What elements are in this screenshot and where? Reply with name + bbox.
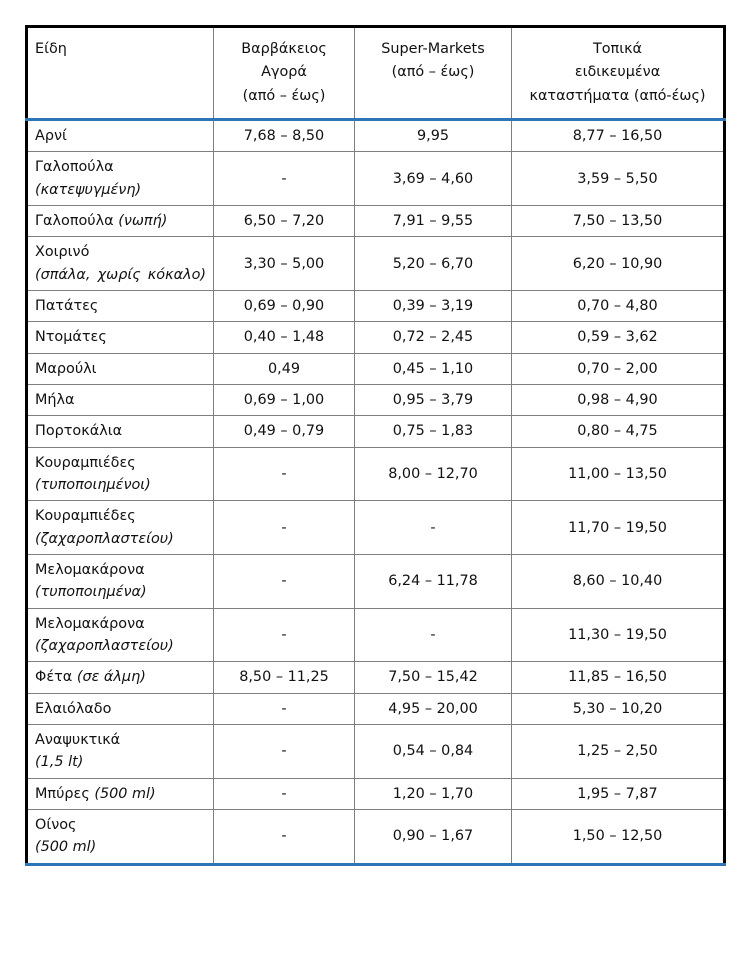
- cell-price-varvakeios: -: [214, 554, 355, 608]
- cell-item-label: [27, 322, 214, 353]
- table-row: [27, 608, 725, 662]
- column-header-local-shops-line-3: καταστήματα (από-έως): [529, 87, 706, 104]
- cell-item-label: [27, 384, 214, 415]
- item-label-main: Πορτοκάλια: [35, 423, 123, 440]
- item-label-main: Φέτα: [35, 669, 77, 686]
- item-label-main: Κουραμπιέδες: [35, 508, 136, 525]
- cell-price-varvakeios: -: [214, 501, 355, 555]
- column-header-item: [27, 27, 214, 120]
- item-label-sub: (σπάλα, χωρίς κόκαλο): [35, 266, 206, 283]
- cell-price-supermarkets: 0,75 – 1,83: [355, 416, 512, 447]
- item-label-sub: (τυποποιημένα): [35, 584, 147, 601]
- column-header-supermarkets-line-2: (από – έως): [391, 64, 475, 81]
- cell-price-local-shops: 11,70 – 19,50: [512, 501, 725, 555]
- column-header-local-shops: [512, 27, 725, 120]
- cell-price-varvakeios: 0,49: [214, 353, 355, 384]
- cell-price-supermarkets: 0,95 – 3,79: [355, 384, 512, 415]
- table-row: [27, 290, 725, 321]
- cell-price-supermarkets: 7,50 – 15,42: [355, 662, 512, 693]
- cell-item-label: [27, 501, 214, 555]
- cell-price-supermarkets: 8,00 – 12,70: [355, 447, 512, 501]
- cell-price-local-shops: 11,85 – 16,50: [512, 662, 725, 693]
- cell-price-varvakeios: -: [214, 724, 355, 778]
- item-label-sub: (τυποποιημένοι): [35, 476, 151, 493]
- cell-price-local-shops: 0,80 – 4,75: [512, 416, 725, 447]
- cell-price-varvakeios: 6,50 – 7,20: [214, 205, 355, 236]
- item-label-main: Χοιρινό: [35, 244, 90, 261]
- item-label-sub: (500 ml): [35, 839, 97, 856]
- cell-price-local-shops: 0,70 – 4,80: [512, 290, 725, 321]
- cell-item-label: [27, 662, 214, 693]
- item-label-main: Ντομάτες: [35, 329, 107, 346]
- cell-price-local-shops: 1,50 – 12,50: [512, 809, 725, 864]
- table-row: [27, 237, 725, 291]
- cell-price-supermarkets: -: [355, 608, 512, 662]
- column-header-local-shops-line-2: ειδικευμένα: [574, 64, 661, 81]
- cell-price-supermarkets: 0,39 – 3,19: [355, 290, 512, 321]
- table-body: [27, 119, 725, 864]
- ghost-text: [60, 0, 183, 1]
- item-label-sub: (ζαχαροπλαστείου): [35, 637, 174, 654]
- cell-price-varvakeios: 8,50 – 11,25: [214, 662, 355, 693]
- item-label-main: Γαλοπούλα: [35, 212, 119, 229]
- cell-price-supermarkets: 6,24 – 11,78: [355, 554, 512, 608]
- cell-price-varvakeios: 0,69 – 0,90: [214, 290, 355, 321]
- cell-price-varvakeios: -: [214, 447, 355, 501]
- cell-price-varvakeios: -: [214, 608, 355, 662]
- cell-price-varvakeios: -: [214, 778, 355, 809]
- item-label-sub: (νωπή): [118, 212, 168, 229]
- cell-item-label: [27, 416, 214, 447]
- item-label-main: Οίνος: [35, 816, 77, 833]
- cell-item-label: [27, 119, 214, 151]
- column-header-item-line-1: Είδη: [35, 41, 67, 57]
- table-header: [27, 27, 725, 120]
- cell-price-local-shops: 1,25 – 2,50: [512, 724, 725, 778]
- table-row: [27, 384, 725, 415]
- item-label-main: Αρνί: [35, 127, 67, 144]
- cell-price-supermarkets: 1,20 – 1,70: [355, 778, 512, 809]
- cell-price-local-shops: 11,30 – 19,50: [512, 608, 725, 662]
- cell-price-local-shops: 8,77 – 16,50: [512, 119, 725, 151]
- column-header-varvakeios-line-3: (από – έως): [242, 87, 326, 104]
- item-label-main: Ελαιόλαδο: [35, 700, 112, 717]
- column-header-varvakeios-line-1: Βαρβάκειος: [241, 41, 327, 57]
- cell-price-supermarkets: 4,95 – 20,00: [355, 693, 512, 724]
- item-label-main: Μπύρες: [35, 785, 95, 802]
- item-label-main: Μελομακάρονα: [35, 561, 145, 578]
- cell-price-local-shops: 1,95 – 7,87: [512, 778, 725, 809]
- price-comparison-table: [25, 25, 726, 866]
- cell-price-local-shops: 3,59 – 5,50: [512, 152, 725, 206]
- item-label-main: Πατάτες: [35, 297, 99, 314]
- table-row: [27, 119, 725, 151]
- cell-price-supermarkets: 0,45 – 1,10: [355, 353, 512, 384]
- cell-price-local-shops: 7,50 – 13,50: [512, 205, 725, 236]
- column-header-supermarkets: [355, 27, 512, 120]
- item-label-sub: (500 ml): [94, 785, 156, 802]
- column-header-local-shops-line-1: Τοπικά: [592, 41, 643, 57]
- column-header-supermarkets-line-1: Super-Markets: [381, 41, 485, 57]
- column-header-varvakeios: [214, 27, 355, 120]
- item-label-main: Μελομακάρονα: [35, 615, 145, 632]
- item-label-sub: (ζαχαροπλαστείου): [35, 530, 174, 547]
- cell-price-local-shops: 6,20 – 10,90: [512, 237, 725, 291]
- cell-item-label: [27, 152, 214, 206]
- item-label-main: Μήλα: [35, 391, 75, 408]
- cell-price-supermarkets: 0,72 – 2,45: [355, 322, 512, 353]
- ghost-text-artifact: [0, 0, 750, 22]
- cell-item-label: [27, 724, 214, 778]
- table-row: [27, 724, 725, 778]
- item-label-main: Κουραμπιέδες: [35, 454, 136, 471]
- cell-item-label: [27, 778, 214, 809]
- table-row: [27, 554, 725, 608]
- table-row: [27, 322, 725, 353]
- cell-price-supermarkets: 9,95: [355, 119, 512, 151]
- cell-item-label: [27, 237, 214, 291]
- cell-price-supermarkets: 3,69 – 4,60: [355, 152, 512, 206]
- table-row: [27, 205, 725, 236]
- cell-price-varvakeios: -: [214, 152, 355, 206]
- cell-item-label: [27, 353, 214, 384]
- cell-price-varvakeios: 7,68 – 8,50: [214, 119, 355, 151]
- table-row: [27, 353, 725, 384]
- cell-item-label: [27, 205, 214, 236]
- cell-item-label: [27, 809, 214, 864]
- table-row: [27, 501, 725, 555]
- table-row: [27, 152, 725, 206]
- cell-price-varvakeios: -: [214, 809, 355, 864]
- cell-item-label: [27, 554, 214, 608]
- cell-price-varvakeios: 0,49 – 0,79: [214, 416, 355, 447]
- cell-price-local-shops: 5,30 – 10,20: [512, 693, 725, 724]
- table-row: [27, 416, 725, 447]
- cell-price-varvakeios: 3,30 – 5,00: [214, 237, 355, 291]
- cell-item-label: [27, 693, 214, 724]
- table-row: [27, 778, 725, 809]
- cell-price-supermarkets: 0,54 – 0,84: [355, 724, 512, 778]
- cell-price-supermarkets: 7,91 – 9,55: [355, 205, 512, 236]
- item-label-sub: (σε άλμη): [76, 669, 146, 686]
- cell-item-label: [27, 447, 214, 501]
- cell-item-label: [27, 608, 214, 662]
- item-label-main: Μαρούλι: [35, 360, 97, 377]
- table-row: [27, 809, 725, 864]
- table-header-row: [27, 27, 725, 120]
- cell-price-local-shops: 0,59 – 3,62: [512, 322, 725, 353]
- column-header-varvakeios-line-2: Αγορά: [261, 64, 307, 81]
- cell-price-local-shops: 0,98 – 4,90: [512, 384, 725, 415]
- cell-item-label: [27, 290, 214, 321]
- price-table-container: [25, 25, 723, 866]
- cell-price-supermarkets: 0,90 – 1,67: [355, 809, 512, 864]
- item-label-main: Γαλοπούλα: [35, 159, 114, 176]
- item-label-sub: (1,5 lt): [35, 754, 84, 771]
- item-label-sub: (κατεψυγμένη): [35, 181, 142, 198]
- cell-price-varvakeios: -: [214, 693, 355, 724]
- table-row: [27, 693, 725, 724]
- table-row: [27, 447, 725, 501]
- table-row: [27, 662, 725, 693]
- cell-price-local-shops: 8,60 – 10,40: [512, 554, 725, 608]
- item-label-main: Αναψυκτικά: [35, 731, 121, 748]
- cell-price-varvakeios: 0,69 – 1,00: [214, 384, 355, 415]
- cell-price-supermarkets: -: [355, 501, 512, 555]
- cell-price-varvakeios: 0,40 – 1,48: [214, 322, 355, 353]
- cell-price-local-shops: 11,00 – 13,50: [512, 447, 725, 501]
- cell-price-supermarkets: 5,20 – 6,70: [355, 237, 512, 291]
- cell-price-local-shops: 0,70 – 2,00: [512, 353, 725, 384]
